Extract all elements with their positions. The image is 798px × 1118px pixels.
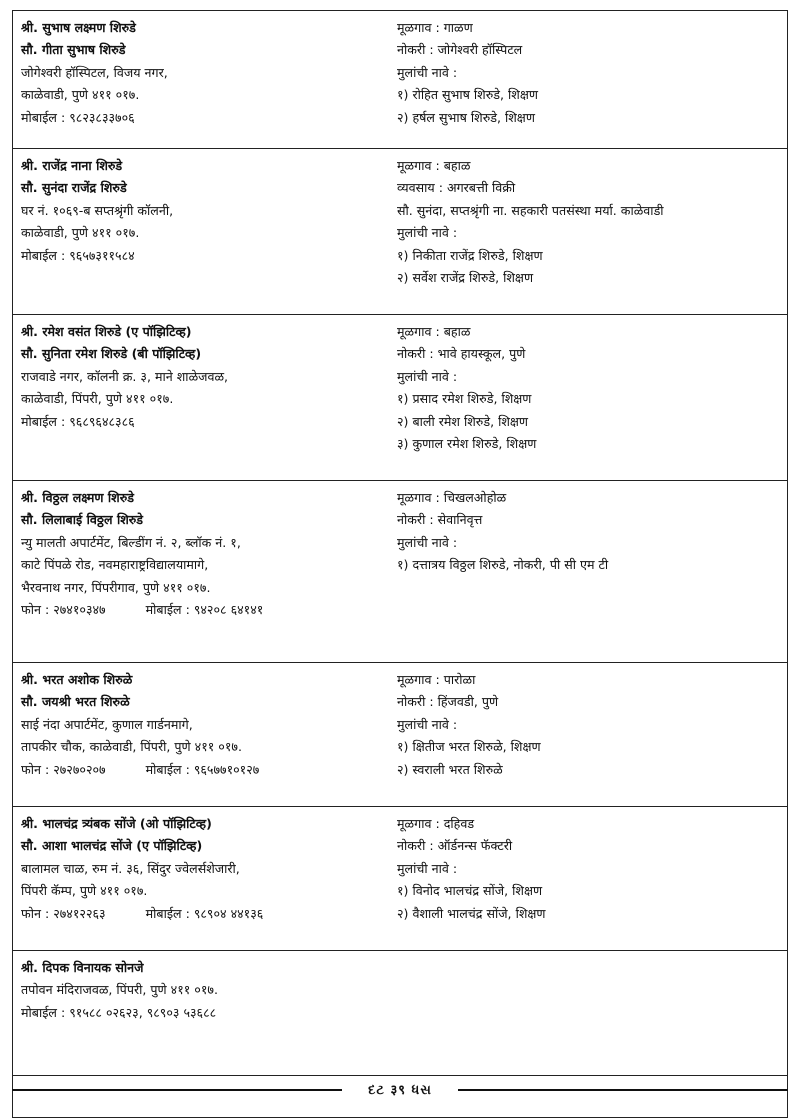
contact-details [21,487,391,621]
husband-name: श्री. भालचंद्र त्र्यंबक सोंजे (ओ पॉझिटिव्ह) [21,816,212,831]
family-details [397,669,787,781]
detail-line: १) प्रसाद रमेश शिरुडे, शिक्षण [397,391,532,407]
detail-line: मूळगाव : बहाळ [397,158,471,173]
contact-entry [12,807,788,951]
address-line: साई नंदा अपार्टमेंट, कुणाल गार्डनमागे, [21,716,193,732]
address-line: मोबाईल : ९८२३८३३७०६ [21,109,135,125]
detail-line: मूळगाव : दहिवड [397,816,475,831]
directory-entries [12,10,788,1118]
mobile-number: मोबाईल : ९४२०८ ६४१४१ [145,602,264,618]
contact-entry [12,481,788,663]
contact-entry [12,315,788,481]
wife-name: सौ. सुनिता रमेश शिरुडे (बी पॉझिटिव्ह) [21,346,202,362]
phone-row [21,599,391,621]
detail-line: नोकरी : हिंजवडी, पुणे [397,694,499,710]
address-line: राजवाडे नगर, कॉलनी क्र. ३, माने शाळेजवळ, [21,368,229,384]
detail-line: नोकरी : सेवानिवृत्त [397,512,483,528]
wife-name: सौ. आशा भालचंद्र सोंजे (ए पॉझिटिव्ह) [21,838,203,854]
address-line: काटे पिंपळे रोड, नवमहाराष्ट्रविद्यालयामागे, [21,557,209,573]
family-details [397,155,787,289]
mobile-number: मोबाईल : ९६५७७१०१२७ [145,761,260,777]
address-line: मोबाईल : ९१५८८ ०२६२३, ९८९०३ ५३६८८ [21,1004,217,1020]
family-details [397,813,787,925]
detail-line: मुलांची नावे : [397,716,458,732]
detail-line: नोकरी : ऑर्डनन्स फॅक्टरी [397,838,513,854]
family-details [397,487,787,577]
wife-name: सौ. लिलाबाई विठ्ठल शिरुडे [21,512,144,528]
address-line: घर नं. १०६९-ब सप्तश्रृंगी कॉलनी, [21,202,174,218]
detail-line: मुलांची नावे : [397,225,458,241]
detail-line: मूळगाव : गाळण [397,20,473,35]
address-line: न्यु मालती अपार्टमेंट, बिल्डींग नं. २, ब्लॉक नं. १, [21,534,241,550]
detail-line: मूळगाव : पारोळा [397,672,476,687]
contact-entry [12,951,788,1076]
phone-row [21,903,391,925]
detail-line: मूळगाव : बहाळ [397,324,471,339]
contact-details [21,957,391,1024]
phone-number: फोन : २७२७०२०७ [21,761,106,777]
contact-details [21,17,391,129]
phone-number: फोन : २७४१२२६३ [21,905,106,921]
address-line: बालामल चाळ, रुम नं. ३६, सिंदुर ज्वेलर्सशेजारी, [21,860,240,876]
detail-line: २) हर्षल सुभाष शिरुडे, शिक्षण [397,109,535,125]
detail-line: ३) कुणाल रमेश शिरुडे, शिक्षण [397,436,537,452]
detail-line: मुलांची नावे : [397,368,458,384]
footer-rule-left [12,1089,342,1091]
family-details [397,321,787,455]
contact-details [21,669,391,781]
address-line: पिंपरी कॅम्प, पुणे ४११ ०१७. [21,883,148,899]
detail-line: नोकरी : भावे हायस्कूल, पुणे [397,346,526,362]
footer-rule-right [458,1089,788,1091]
husband-name: श्री. रमेश वसंत शिरुडे (ए पॉझिटिव्ह) [21,324,192,339]
contact-details [21,155,391,267]
contact-details [21,813,391,925]
contact-entry [12,663,788,807]
address-line: तापकीर चौक, काळेवाडी, पिंपरी, पुणे ४११ ०१७. [21,739,242,755]
detail-line: १) निकीता राजेंद्र शिरुडे, शिक्षण [397,247,543,263]
detail-line: सौ. सुनंदा, सप्तश्रृंगी ना. सहकारी पतसंस्था मर्या. काळेवाडी [397,202,664,218]
husband-name: श्री. विठ्ठल लक्ष्मण शिरुडे [21,490,134,505]
detail-line: १) विनोद भालचंद्र सोंजे, शिक्षण [397,883,543,899]
detail-line: १) क्षितीज भरत शिरुळे, शिक्षण [397,739,541,755]
address-line: काळेवाडी, पिंपरी, पुणे ४११ ०१७. [21,391,174,407]
wife-name: सौ. गीता सुभाष शिरुडे [21,42,126,58]
address-line: काळेवाडी, पुणे ४११ ०१७. [21,87,140,103]
detail-line: नोकरी : जोगेश्वरी हॉस्पिटल [397,42,523,58]
address-line: भैरवनाथ नगर, पिंपरीगाव, पुणे ४११ ०१७. [21,579,211,595]
page-number: દટ ३९ ધસ [368,1083,432,1098]
detail-line: मुलांची नावे : [397,64,458,80]
contact-entry [12,10,788,149]
family-details [397,17,787,129]
address-line: मोबाईल : ९६५७३११५८४ [21,247,135,263]
husband-name: श्री. सुभाष लक्ष्मण शिरुडे [21,20,136,35]
contact-entry [12,149,788,315]
phone-row [21,759,391,781]
detail-line: २) स्वराली भरत शिरुळे [397,761,503,777]
detail-line: १) रोहित सुभाष शिरुडे, शिक्षण [397,87,538,103]
detail-line: २) सर्वेश राजेंद्र शिरुडे, शिक्षण [397,270,534,286]
detail-line: २) वैशाली भालचंद्र सोंजे, शिक्षण [397,905,546,921]
address-line: तपोवन मंदिराजवळ, पिंपरी, पुणे ४११ ०१७. [21,982,218,998]
address-line: मोबाईल : ९६८९६४८३८६ [21,413,135,429]
contact-details [21,321,391,433]
husband-name: श्री. राजेंद्र नाना शिरुडे [21,158,123,173]
phone-number: फोन : २७४१०३४७ [21,602,106,618]
detail-line: व्यवसाय : अगरबत्ती विक्री [397,180,516,196]
detail-line: मुलांची नावे : [397,860,458,876]
page-footer [12,1081,788,1101]
wife-name: सौ. सुनंदा राजेंद्र शिरुडे [21,180,127,196]
wife-name: सौ. जयश्री भरत शिरुळे [21,694,130,710]
detail-line: मुलांची नावे : [397,534,458,550]
detail-line: मूळगाव : चिखलओहोळ [397,490,507,505]
address-line: जोगेश्वरी हॉस्पिटल, विजय नगर, [21,64,168,80]
address-line: काळेवाडी, पुणे ४११ ०१७. [21,225,140,241]
mobile-number: मोबाईल : ९८९०४ ४४१३६ [145,905,264,921]
detail-line: २) बाली रमेश शिरुडे, शिक्षण [397,413,529,429]
husband-name: श्री. भरत अशोक शिरुळे [21,672,133,687]
husband-name: श्री. दिपक विनायक सोनजे [21,960,144,975]
detail-line: १) दत्तात्रय विठ्ठल शिरुडे, नोकरी, पी सी एम टी [397,557,609,573]
